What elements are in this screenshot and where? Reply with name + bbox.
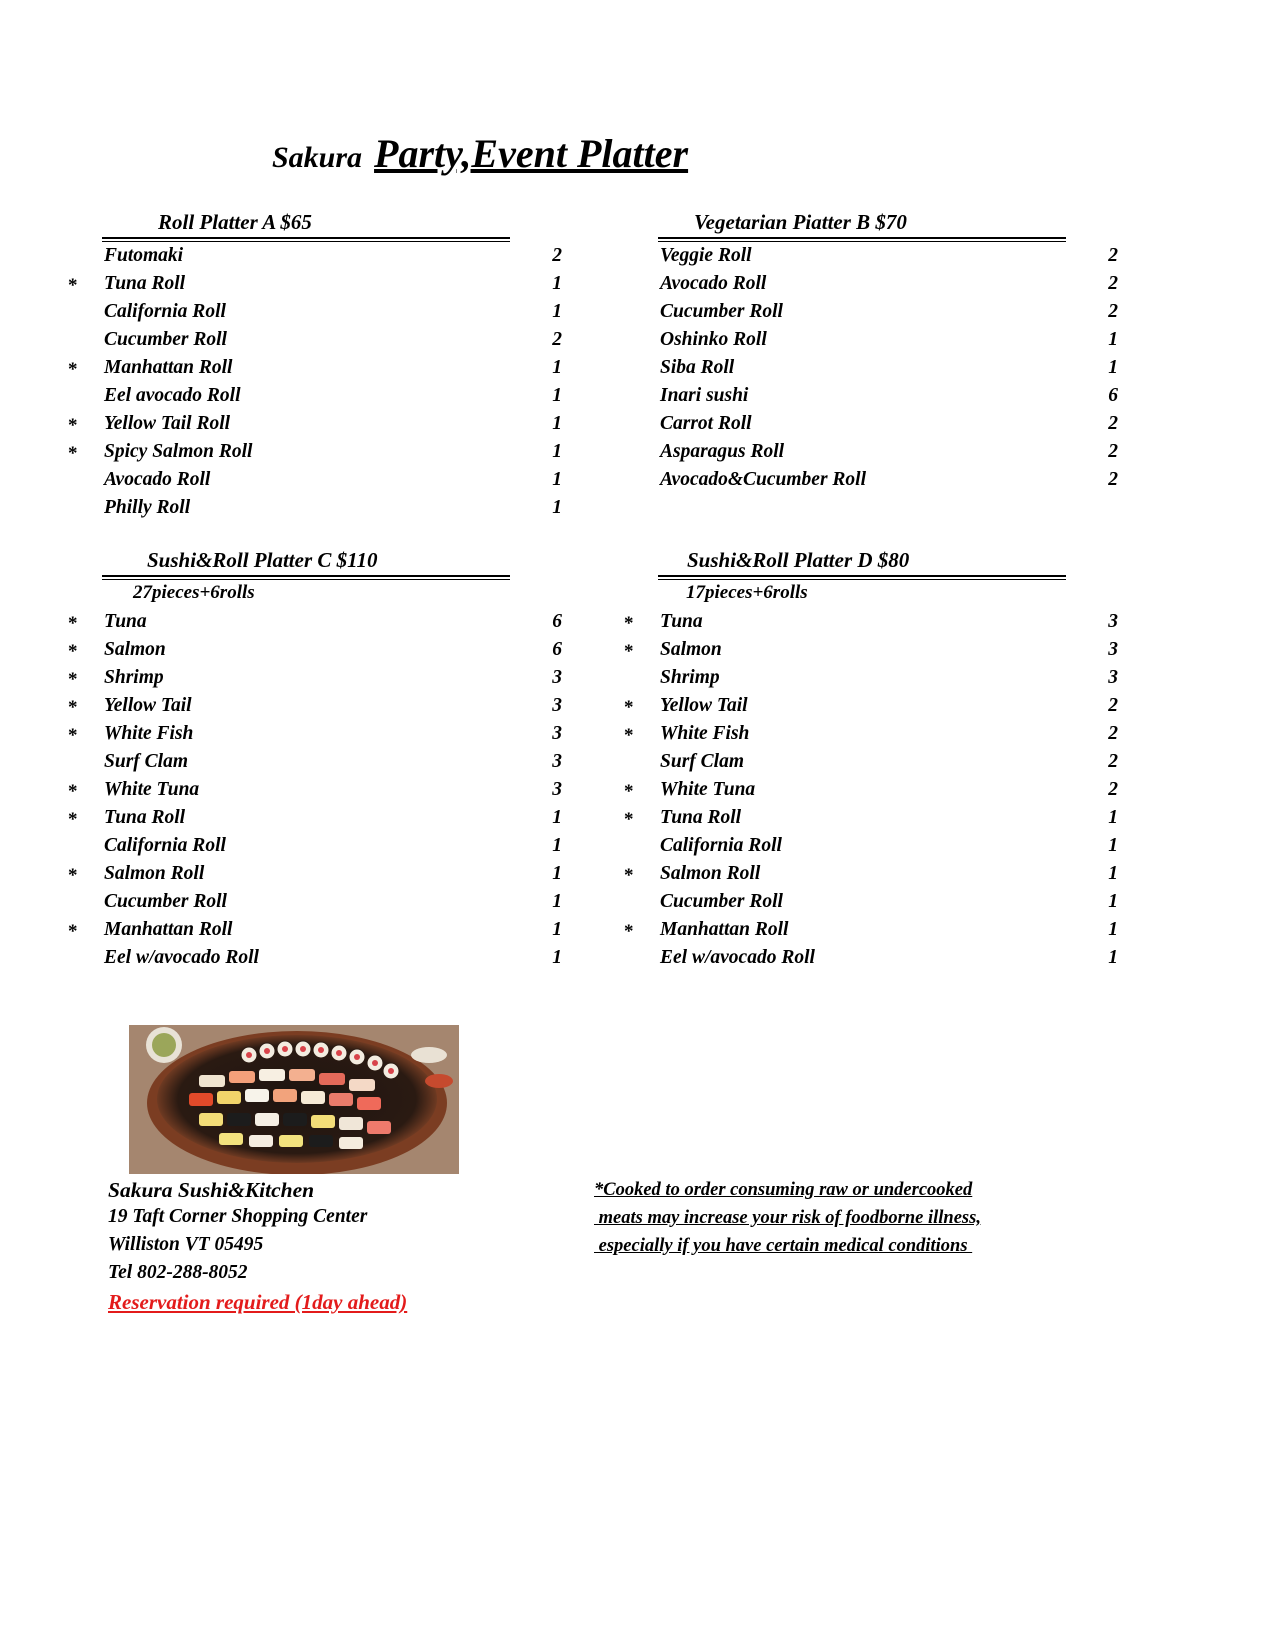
menu-item-quantity: 1 (1108, 863, 1118, 884)
menu-item-row (68, 779, 628, 807)
menu-item-row (68, 891, 628, 919)
menu-item-quantity: 3 (1108, 667, 1118, 688)
menu-item-name: Eel w/avocado Roll (660, 947, 815, 968)
menu-item-quantity: 2 (1108, 245, 1118, 266)
platter-a-title: Roll Platter A $65 (158, 210, 312, 234)
menu-item-row (68, 497, 628, 525)
menu-item-row (624, 751, 1184, 779)
menu-item-quantity: 2 (1108, 441, 1118, 462)
notice-line-1: *Cooked to order consuming raw or undercooked (594, 1180, 973, 1200)
menu-item-name: Manhattan Roll (104, 919, 233, 940)
menu-item-row (624, 413, 1184, 441)
menu-item-quantity: 1 (1108, 919, 1118, 940)
menu-item-quantity: 1 (1108, 947, 1118, 968)
raw-item-marker: * (68, 921, 78, 942)
menu-item-row (624, 273, 1184, 301)
menu-item-quantity: 1 (552, 469, 562, 490)
raw-item-marker: * (624, 613, 634, 634)
menu-item-quantity: 3 (552, 695, 562, 716)
menu-item-quantity: 1 (552, 497, 562, 518)
raw-item-marker: * (68, 415, 78, 436)
menu-item-name: Eel avocado Roll (104, 385, 241, 406)
platter-d-rule (658, 575, 1066, 580)
notice-line-3: especially if you have certain medical conditions (594, 1236, 973, 1256)
menu-item-row (624, 357, 1184, 385)
menu-item-quantity: 3 (552, 779, 562, 800)
menu-item-quantity: 2 (1108, 751, 1118, 772)
menu-item-quantity: 2 (1108, 469, 1118, 490)
menu-item-quantity: 3 (1108, 639, 1118, 660)
platter-a-list (68, 245, 628, 525)
menu-item-name: Avocado Roll (104, 469, 211, 490)
menu-item-name: Salmon (660, 639, 722, 660)
notice-line-2: meats may increase your risk of foodborne illness, (594, 1208, 981, 1228)
menu-item-quantity: 2 (1108, 723, 1118, 744)
platter-c-title: Sushi&Roll Platter C $110 (147, 548, 378, 572)
menu-item-quantity: 1 (552, 919, 562, 940)
menu-item-row (68, 751, 628, 779)
address-line-1: 19 Taft Corner Shopping Center (108, 1206, 368, 1227)
menu-item-row (624, 779, 1184, 807)
menu-item-quantity: 1 (1108, 357, 1118, 378)
raw-item-marker: * (624, 865, 634, 886)
raw-item-marker: * (68, 641, 78, 662)
menu-item-row (624, 329, 1184, 357)
menu-item-row (624, 723, 1184, 751)
platter-d-title: Sushi&Roll Platter D $80 (687, 548, 910, 572)
menu-item-row (624, 245, 1184, 273)
menu-item-name: Cucumber Roll (660, 301, 783, 322)
menu-item-name: Avocado&Cucumber Roll (660, 469, 867, 490)
menu-item-row (624, 947, 1184, 975)
platter-a-rule (102, 237, 510, 242)
menu-item-quantity: 1 (552, 863, 562, 884)
menu-item-name: Manhattan Roll (104, 357, 233, 378)
menu-item-row (68, 611, 628, 639)
menu-item-name: Salmon Roll (104, 863, 205, 884)
menu-item-quantity: 1 (552, 807, 562, 828)
reservation-note: Reservation required (1day ahead) (108, 1290, 408, 1314)
menu-item-name: White Fish (104, 723, 194, 744)
menu-item-quantity: 2 (1108, 695, 1118, 716)
menu-item-name: Asparagus Roll (660, 441, 785, 462)
raw-item-marker: * (68, 359, 78, 380)
raw-item-marker: * (624, 697, 634, 718)
menu-item-quantity: 1 (552, 947, 562, 968)
page-title (272, 130, 688, 177)
menu-item-name: Cucumber Roll (104, 891, 227, 912)
menu-item-quantity: 6 (1108, 385, 1118, 406)
menu-item-quantity: 3 (552, 723, 562, 744)
menu-item-quantity: 3 (1108, 611, 1118, 632)
menu-item-quantity: 1 (1108, 891, 1118, 912)
menu-item-name: Tuna (104, 611, 147, 632)
menu-item-row (624, 835, 1184, 863)
menu-item-row (68, 245, 628, 273)
restaurant-name: Sakura Sushi&Kitchen (108, 1178, 315, 1202)
platter-d-list (624, 611, 1184, 975)
menu-item-name: Futomaki (104, 245, 184, 266)
menu-item-name: Tuna Roll (104, 273, 186, 294)
menu-item-row (68, 723, 628, 751)
menu-item-name: Yellow Tail (660, 695, 748, 716)
menu-item-name: Manhattan Roll (660, 919, 789, 940)
menu-item-row (68, 667, 628, 695)
menu-item-row (68, 835, 628, 863)
menu-item-row (68, 947, 628, 975)
menu-item-name: Surf Clam (660, 751, 744, 772)
menu-item-quantity: 3 (552, 751, 562, 772)
menu-item-name: White Tuna (104, 779, 200, 800)
menu-item-name: Tuna Roll (660, 807, 742, 828)
menu-item-name: Carrot Roll (660, 413, 752, 434)
menu-item-row (624, 441, 1184, 469)
menu-item-row (624, 469, 1184, 497)
menu-item-quantity: 3 (552, 667, 562, 688)
address-line-2: Williston VT 05495 (108, 1234, 264, 1255)
menu-item-name: Siba Roll (660, 357, 735, 378)
phone-number: Tel 802-288-8052 (108, 1262, 248, 1283)
menu-item-row (624, 667, 1184, 695)
menu-item-quantity: 1 (1108, 807, 1118, 828)
platter-d-subtitle: 17pieces+6rolls (686, 582, 808, 603)
platter-b-title: Vegetarian Piatter B $70 (694, 210, 907, 234)
menu-item-quantity: 2 (1108, 779, 1118, 800)
raw-item-marker: * (68, 725, 78, 746)
platter-c-rule (102, 575, 510, 580)
menu-item-row (68, 357, 628, 385)
platter-b-list (624, 245, 1184, 497)
menu-item-row (68, 807, 628, 835)
restaurant-address (108, 1178, 407, 1318)
menu-item-name: Spicy Salmon Roll (104, 441, 253, 462)
menu-item-name: Veggie Roll (660, 245, 752, 266)
raw-food-notice (594, 1180, 981, 1264)
platter-c-subtitle: 27pieces+6rolls (133, 582, 255, 603)
menu-item-row (68, 441, 628, 469)
menu-item-quantity: 2 (1108, 273, 1118, 294)
menu-item-quantity: 1 (552, 413, 562, 434)
platter-b-rule (658, 237, 1066, 242)
menu-item-quantity: 2 (1108, 413, 1118, 434)
menu-item-name: Oshinko Roll (660, 329, 767, 350)
menu-item-row (624, 891, 1184, 919)
menu-item-name: Philly Roll (104, 497, 191, 518)
menu-item-quantity: 1 (1108, 329, 1118, 350)
menu-item-name: Shrimp (660, 667, 720, 688)
raw-item-marker: * (624, 809, 634, 830)
menu-item-name: Salmon Roll (660, 863, 761, 884)
menu-item-name: Yellow Tail Roll (104, 413, 231, 434)
raw-item-marker: * (624, 781, 634, 802)
menu-item-quantity: 6 (552, 639, 562, 660)
menu-item-name: Surf Clam (104, 751, 188, 772)
menu-item-quantity: 1 (552, 441, 562, 462)
title-restaurant: Sakura (272, 141, 363, 174)
raw-item-marker: * (624, 725, 634, 746)
menu-item-quantity: 1 (552, 273, 562, 294)
title-main: Party,Event Platter (374, 131, 689, 176)
menu-item-row (68, 639, 628, 667)
menu-item-quantity: 1 (552, 385, 562, 406)
menu-item-row (624, 385, 1184, 413)
menu-item-name: California Roll (104, 301, 226, 322)
menu-item-quantity: 6 (552, 611, 562, 632)
menu-item-name: California Roll (660, 835, 782, 856)
menu-item-name: Tuna (660, 611, 703, 632)
menu-item-quantity: 2 (552, 245, 562, 266)
menu-item-quantity: 1 (552, 891, 562, 912)
menu-item-row (68, 413, 628, 441)
menu-item-name: Eel w/avocado Roll (104, 947, 259, 968)
menu-item-name: Salmon (104, 639, 166, 660)
menu-item-row (624, 695, 1184, 723)
raw-item-marker: * (68, 865, 78, 886)
menu-item-name: California Roll (104, 835, 226, 856)
menu-item-row (68, 919, 628, 947)
menu-item-row (624, 919, 1184, 947)
menu-item-name: Cucumber Roll (660, 891, 783, 912)
menu-item-row (624, 611, 1184, 639)
menu-item-name: Cucumber Roll (104, 329, 227, 350)
menu-item-quantity: 1 (552, 357, 562, 378)
raw-item-marker: * (68, 669, 78, 690)
menu-item-quantity: 1 (1108, 835, 1118, 856)
menu-item-row (624, 863, 1184, 891)
raw-item-marker: * (68, 443, 78, 464)
menu-item-row (68, 695, 628, 723)
menu-item-quantity: 1 (552, 301, 562, 322)
menu-item-row (68, 385, 628, 413)
raw-item-marker: * (68, 809, 78, 830)
raw-item-marker: * (68, 781, 78, 802)
menu-item-name: Tuna Roll (104, 807, 186, 828)
raw-item-marker: * (624, 921, 634, 942)
raw-item-marker: * (68, 613, 78, 634)
menu-item-row (68, 301, 628, 329)
menu-item-name: White Fish (660, 723, 750, 744)
sushi-platter-photo (129, 1025, 459, 1174)
platter-c-list (68, 611, 628, 975)
menu-item-name: Avocado Roll (660, 273, 767, 294)
menu-item-row (68, 469, 628, 497)
raw-item-marker: * (624, 641, 634, 662)
raw-item-marker: * (68, 275, 78, 296)
menu-item-row (624, 639, 1184, 667)
menu-item-row (624, 807, 1184, 835)
menu-item-name: White Tuna (660, 779, 756, 800)
menu-item-row (68, 863, 628, 891)
menu-item-quantity: 2 (1108, 301, 1118, 322)
menu-item-row (624, 301, 1184, 329)
menu-item-name: Yellow Tail (104, 695, 192, 716)
menu-item-row (68, 273, 628, 301)
menu-item-quantity: 1 (552, 835, 562, 856)
menu-item-quantity: 2 (552, 329, 562, 350)
raw-item-marker: * (68, 697, 78, 718)
menu-item-name: Shrimp (104, 667, 164, 688)
menu-item-row (68, 329, 628, 357)
menu-item-name: Inari sushi (660, 385, 749, 406)
